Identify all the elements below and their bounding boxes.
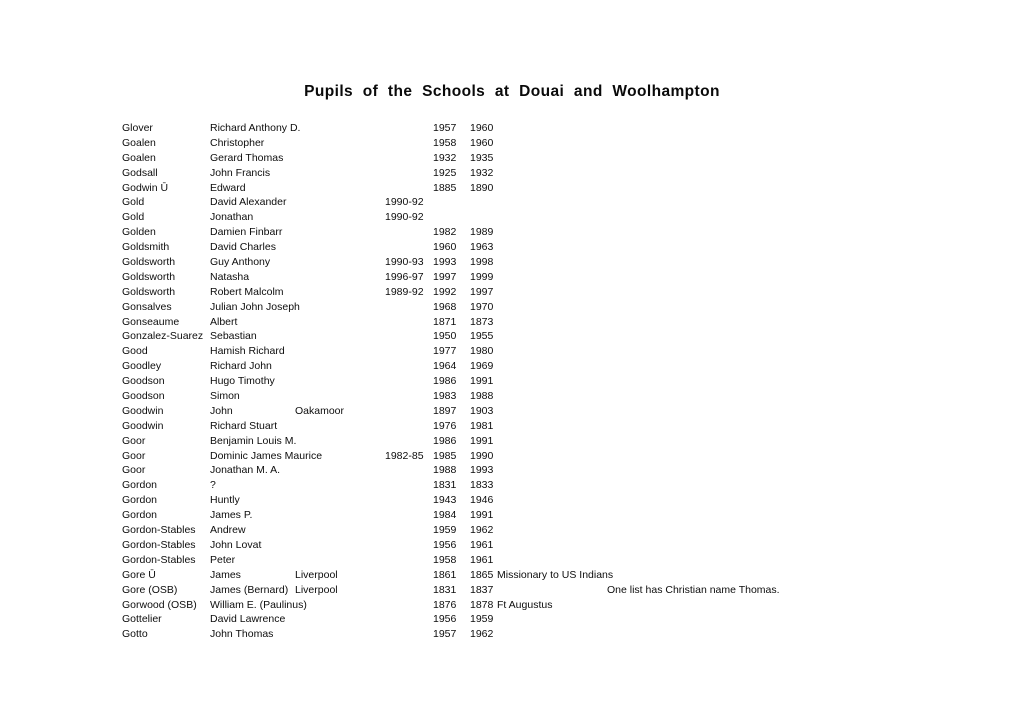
table-row [0,151,1024,166]
surname-cell: Godwin Ū [122,181,169,194]
table-row [0,493,1024,508]
forenames-cell: James [210,568,241,581]
end-year-cell: 1946 [470,494,494,507]
surname-cell: Goalen [122,151,156,164]
surname-cell: Goalen [122,136,156,149]
end-year-cell: 1962 [470,524,494,537]
end-year-cell: 1890 [470,181,494,194]
prep-years-cell: 1996-97 [385,270,424,283]
surname-cell: Gottelier [122,613,162,626]
forenames-cell: Huntly [210,494,240,507]
forenames-cell: Benjamin Louis M. [210,434,297,447]
surname-cell: Goldsmith [122,241,170,254]
surname-cell: Goldsworth [122,256,176,269]
pupils-table [0,121,1024,642]
place-cell: Liverpool [295,583,338,596]
start-year-cell: 1968 [433,300,457,313]
start-year-cell: 1957 [433,628,457,641]
surname-cell: Gordon-Stables [122,538,196,551]
start-year-cell: 1956 [433,538,457,551]
table-row [0,195,1024,210]
table-row [0,598,1024,613]
surname-cell: Gold [122,211,145,224]
start-year-cell: 1960 [433,241,457,254]
table-row [0,344,1024,359]
surname-cell: Gold [122,196,145,209]
start-year-cell: 1897 [433,404,457,417]
forenames-cell: Richard John [210,360,272,373]
end-year-cell: 1997 [470,285,494,298]
prep-years-cell: 1982-85 [385,449,424,462]
forenames-cell: Richard Stuart [210,419,278,432]
surname-cell: Gonzalez-Suarez [122,330,204,343]
surname-cell: Goodson [122,375,165,388]
forenames-cell: Edward [210,181,246,194]
start-year-cell: 1985 [433,449,457,462]
end-year-cell: 1932 [470,166,494,179]
table-row [0,166,1024,181]
remark-cell: One list has Christian name Thomas. [607,583,780,596]
table-row [0,404,1024,419]
end-year-cell: 1999 [470,270,494,283]
forenames-cell: Richard Anthony D. [210,122,301,134]
forenames-cell: Gerard Thomas [210,151,284,164]
start-year-cell: 1988 [433,464,457,477]
forenames-cell: John Thomas [210,628,274,641]
end-year-cell: 1935 [470,151,494,164]
start-year-cell: 1876 [433,598,457,611]
start-year-cell: 1885 [433,181,457,194]
start-year-cell: 1861 [433,568,457,581]
surname-cell: Goor [122,434,146,447]
end-year-cell: 1959 [470,613,494,626]
forenames-cell: Dominic James Maurice [210,449,323,462]
prep-years-cell: 1989-92 [385,285,424,298]
end-year-cell: 1991 [470,509,494,522]
forenames-cell: John Francis [210,166,271,179]
end-year-cell: 1998 [470,256,494,269]
forenames-cell: Peter [210,553,236,566]
surname-cell: Gotto [122,628,148,641]
start-year-cell: 1982 [433,226,457,239]
table-row [0,523,1024,538]
surname-cell: Goldsworth [122,285,176,298]
forenames-cell: ? [210,479,216,492]
table-row [0,583,1024,598]
start-year-cell: 1956 [433,613,457,626]
table-row [0,329,1024,344]
start-year-cell: 1957 [433,122,457,134]
place-cell: Liverpool [295,568,338,581]
surname-cell: Goor [122,464,146,477]
start-year-cell: 1932 [433,151,457,164]
table-row [0,627,1024,642]
surname-cell: Goldsworth [122,270,176,283]
table-row [0,210,1024,225]
start-year-cell: 1958 [433,136,457,149]
end-year-cell: 1969 [470,360,494,373]
surname-cell: Good [122,345,148,358]
end-year-cell: 1903 [470,404,494,417]
start-year-cell: 1984 [433,509,457,522]
forenames-cell: Sebastian [210,330,257,343]
surname-cell: Gordon [122,509,158,522]
surname-cell: Gonseaume [122,315,180,328]
end-year-cell: 1962 [470,628,494,641]
surname-cell: Godsall [122,166,158,179]
table-row [0,478,1024,493]
place-cell: Oakamoor [295,404,345,417]
surname-cell: Gordon [122,479,158,492]
start-year-cell: 1997 [433,270,457,283]
forenames-cell: Albert [210,315,238,328]
start-year-cell: 1976 [433,419,457,432]
forenames-cell: Julian John Joseph [210,300,300,313]
start-year-cell: 1986 [433,375,457,388]
table-row [0,538,1024,553]
start-year-cell: 1958 [433,553,457,566]
start-year-cell: 1977 [433,345,457,358]
table-row [0,240,1024,255]
surname-cell: Goodwin [122,419,164,432]
forenames-cell: Jonathan [210,211,254,224]
surname-cell: Goor [122,449,146,462]
forenames-cell: David Charles [210,241,276,254]
forenames-cell: Hamish Richard [210,345,285,358]
end-year-cell: 1960 [470,122,494,134]
forenames-cell: David Alexander [210,196,287,209]
end-year-cell: 1837 [470,583,494,596]
end-year-cell: 1878 [470,598,494,611]
surname-cell: Gore Ū [122,568,156,581]
surname-cell: Goodwin [122,404,164,417]
table-row [0,463,1024,478]
table-row [0,136,1024,151]
start-year-cell: 1983 [433,390,457,403]
start-year-cell: 1964 [433,360,457,373]
end-year-cell: 1833 [470,479,494,492]
forenames-cell: James (Bernard) [210,583,289,596]
table-row [0,285,1024,300]
table-row [0,270,1024,285]
forenames-cell: Hugo Timothy [210,375,275,388]
forenames-cell: Jonathan M. A. [210,464,281,477]
page-title: Pupils of the Schools at Douai and Woolhampton [304,83,720,100]
forenames-cell: Guy Anthony [210,256,271,269]
end-year-cell: 1991 [470,375,494,388]
end-year-cell: 1960 [470,136,494,149]
start-year-cell: 1959 [433,524,457,537]
surname-cell: Gordon-Stables [122,524,196,537]
forenames-cell: David Lawrence [210,613,286,626]
forenames-cell: William E. (Paulinus) [210,598,307,611]
note-cell: Missionary to US Indians [497,568,614,581]
start-year-cell: 1925 [433,166,457,179]
table-row [0,568,1024,583]
prep-years-cell: 1990-92 [385,196,424,209]
surname-cell: Goodson [122,390,165,403]
start-year-cell: 1943 [433,494,457,507]
prep-years-cell: 1990-93 [385,256,424,269]
surname-cell: Gordon [122,494,158,507]
forenames-cell: John Lovat [210,538,262,551]
end-year-cell: 1961 [470,553,494,566]
end-year-cell: 1865 [470,568,494,581]
start-year-cell: 1950 [433,330,457,343]
end-year-cell: 1955 [470,330,494,343]
end-year-cell: 1989 [470,226,494,239]
surname-cell: Gonsalves [122,300,172,313]
surname-cell: Goodley [122,360,162,373]
surname-cell: Golden [122,226,156,239]
prep-years-cell: 1990-92 [385,211,424,224]
forenames-cell: Christopher [210,136,265,149]
start-year-cell: 1992 [433,285,457,298]
start-year-cell: 1871 [433,315,457,328]
end-year-cell: 1990 [470,449,494,462]
end-year-cell: 1980 [470,345,494,358]
start-year-cell: 1831 [433,479,457,492]
start-year-cell: 1831 [433,583,457,596]
forenames-cell: Damien Finbarr [210,226,283,239]
forenames-cell: Natasha [210,270,250,283]
table-row [0,374,1024,389]
table-row [0,449,1024,464]
forenames-cell: John [210,404,233,417]
start-year-cell: 1986 [433,434,457,447]
table-row [0,181,1024,196]
surname-cell: Gorwood (OSB) [122,598,197,611]
end-year-cell: 1961 [470,538,494,551]
table-row [0,419,1024,434]
table-row [0,255,1024,270]
forenames-cell: James P. [210,509,253,522]
end-year-cell: 1970 [470,300,494,313]
table-row [0,315,1024,330]
table-row [0,612,1024,627]
note-cell: Ft Augustus [497,598,553,611]
end-year-cell: 1981 [470,419,494,432]
table-row [0,508,1024,523]
end-year-cell: 1873 [470,315,494,328]
table-row [0,121,1024,136]
forenames-cell: Andrew [210,524,246,537]
forenames-cell: Simon [210,390,240,403]
table-row [0,225,1024,240]
end-year-cell: 1963 [470,241,494,254]
end-year-cell: 1988 [470,390,494,403]
surname-cell: Gordon-Stables [122,553,196,566]
forenames-cell: Robert Malcolm [210,285,284,298]
table-row [0,434,1024,449]
table-row [0,359,1024,374]
table-row [0,553,1024,568]
end-year-cell: 1993 [470,464,494,477]
surname-cell: Glover [122,122,153,134]
surname-cell: Gore (OSB) [122,583,178,596]
table-row [0,389,1024,404]
end-year-cell: 1991 [470,434,494,447]
start-year-cell: 1993 [433,256,457,269]
table-row [0,300,1024,315]
